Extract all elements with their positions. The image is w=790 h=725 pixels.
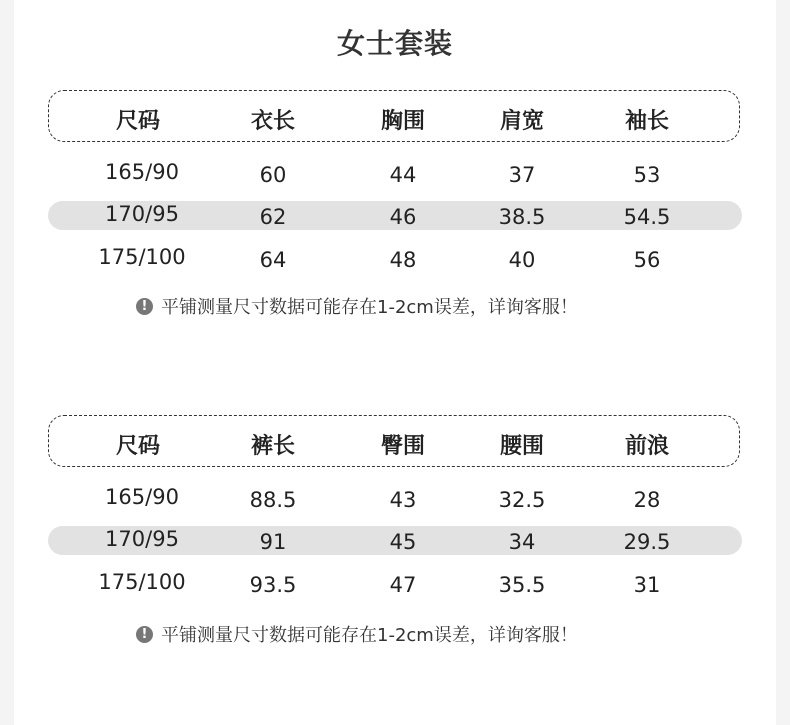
page-title: 女士套装 [336, 27, 453, 60]
table-cell: 91 [259, 530, 287, 554]
table-cell: 175/100 [98, 245, 186, 269]
table-cell: 47 [389, 573, 417, 597]
measurement-note-text: 平铺测量尺寸数据可能存在1-2cm误差，详询客服！ [161, 297, 578, 318]
table-cell: 175/100 [98, 570, 186, 594]
table-cell: 88.5 [249, 488, 297, 512]
measurement-note [136, 621, 578, 647]
table-cell: 165/90 [105, 160, 179, 184]
table-cell: 170/95 [105, 202, 179, 226]
table-cell: 32.5 [498, 488, 546, 512]
header-cell-length: 衣长 [250, 109, 295, 134]
size-table-bottom [0, 415, 790, 655]
header-cell-size: 尺码 [115, 109, 160, 134]
size-table-top [0, 90, 790, 330]
table-cell: 35.5 [498, 573, 546, 597]
table-cell: 38.5 [498, 205, 546, 229]
table-cell: 93.5 [249, 573, 297, 597]
table-cell: 31 [633, 573, 661, 597]
table-cell: 40 [508, 248, 536, 272]
table-cell: 170/95 [105, 527, 179, 551]
measurement-note [136, 293, 578, 319]
table-cell: 37 [508, 163, 536, 187]
table-cell: 56 [633, 248, 661, 272]
table-cell: 54.5 [623, 205, 671, 229]
table-cell: 62 [259, 205, 287, 229]
table-cell: 48 [389, 248, 417, 272]
header-cell-shoulder: 肩宽 [499, 109, 544, 134]
header-cell-hip: 臀围 [380, 434, 425, 459]
table-cell: 46 [389, 205, 417, 229]
table-cell: 44 [389, 163, 417, 187]
table-cell: 64 [259, 248, 287, 272]
measurement-note-text: 平铺测量尺寸数据可能存在1-2cm误差，详询客服！ [161, 625, 578, 646]
header-cell-waist: 腰围 [499, 434, 544, 459]
table-cell: 43 [389, 488, 417, 512]
table-cell: 34 [508, 530, 536, 554]
exclamation-circle-icon: ! [136, 298, 153, 315]
table-cell: 53 [633, 163, 661, 187]
header-cell-size: 尺码 [115, 434, 160, 459]
header-cell-pants-length: 裤长 [250, 434, 295, 459]
header-cell-front-rise: 前浪 [624, 434, 669, 459]
table-cell: 60 [259, 163, 287, 187]
header-cell-sleeve: 袖长 [624, 109, 669, 134]
header-cell-chest: 胸围 [380, 109, 425, 134]
table-cell: 28 [633, 488, 661, 512]
table-cell: 45 [389, 530, 417, 554]
table-cell: 165/90 [105, 485, 179, 509]
exclamation-circle-icon: ! [136, 626, 153, 643]
table-cell: 29.5 [623, 530, 671, 554]
